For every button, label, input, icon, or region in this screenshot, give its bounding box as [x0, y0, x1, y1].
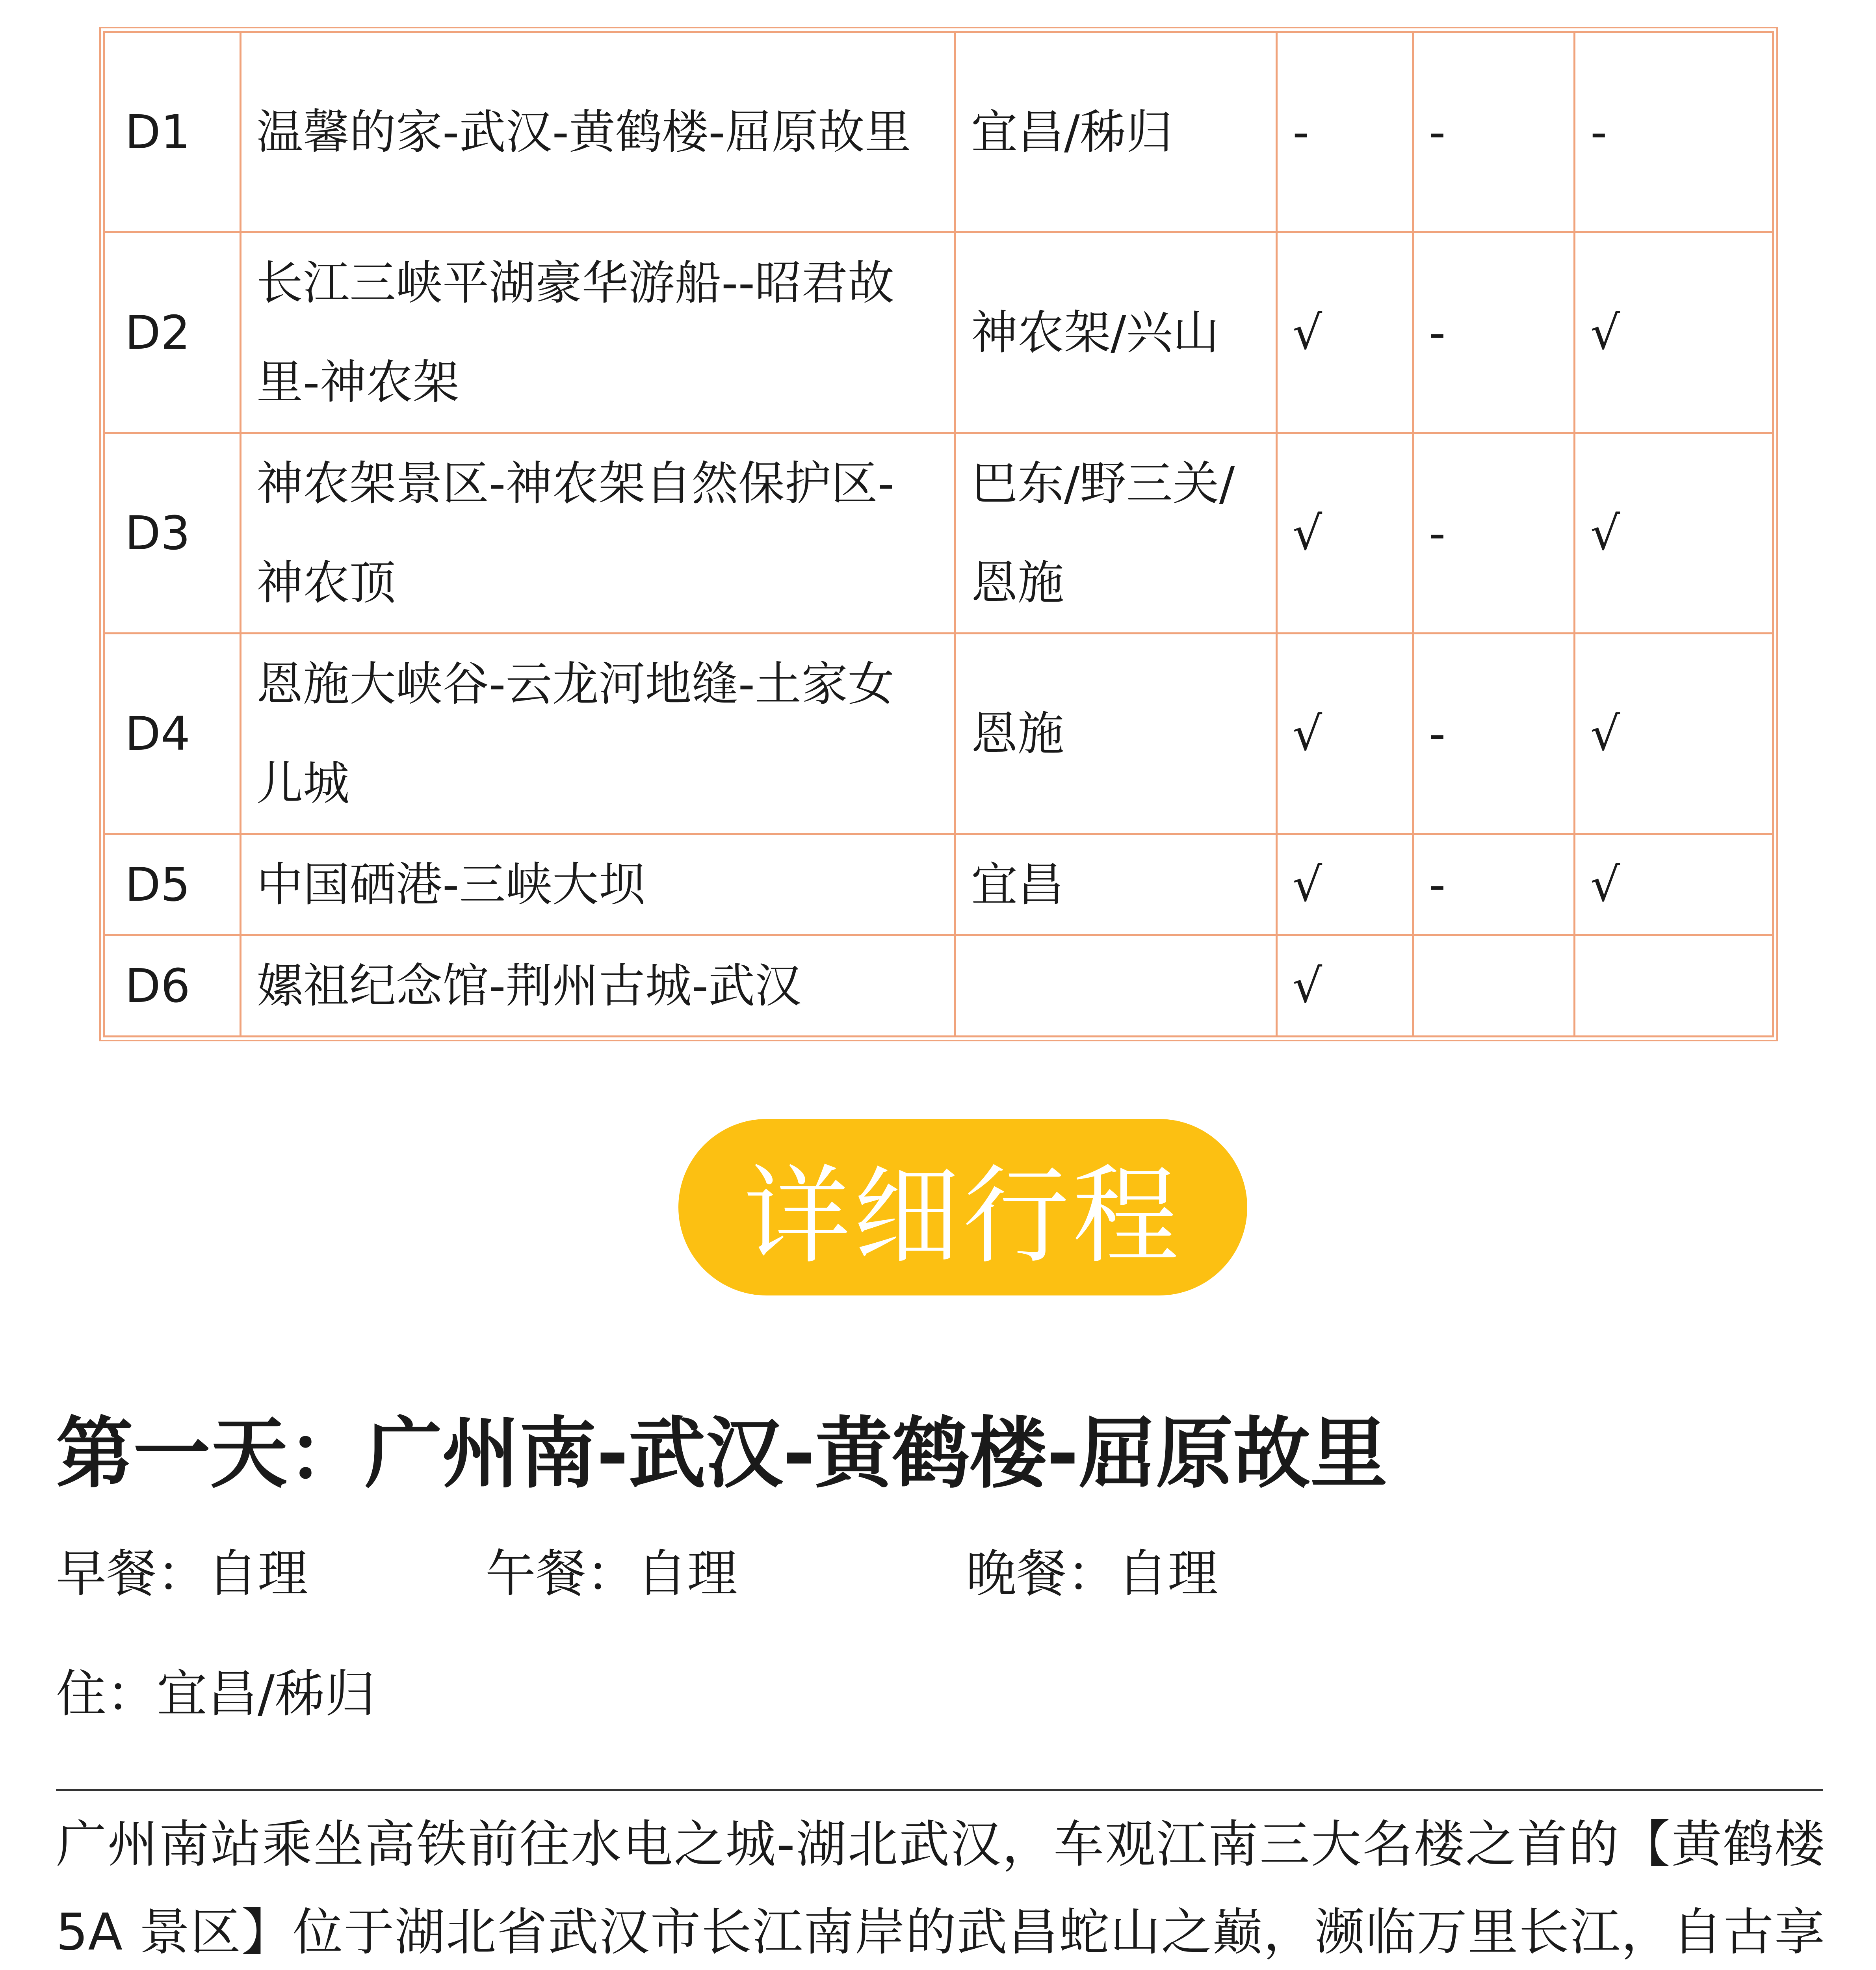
lunch-cell: - [1413, 232, 1575, 433]
breakfast-cell: √ [1277, 232, 1413, 433]
day-cell: D5 [104, 834, 241, 935]
breakfast-cell: √ [1277, 634, 1413, 834]
route-cell: 长江三峡平湖豪华游船--昭君故里-神农架 [241, 232, 955, 433]
route-cell: 神农架景区-神农架自然保护区-神农顶 [241, 433, 955, 634]
table-row [104, 433, 1773, 634]
route-cell: 嫘祖纪念馆-荆州古城-武汉 [241, 935, 955, 1037]
day-cell: D2 [104, 232, 241, 433]
lunch-cell: - [1413, 634, 1575, 834]
dinner-cell [1575, 935, 1773, 1037]
dinner-info: 晚餐：自理 [966, 1544, 1218, 1603]
route-cell: 恩施大峡谷-云龙河地缝-土家女儿城 [241, 634, 955, 834]
divider [56, 1789, 1823, 1791]
lunch-cell [1413, 935, 1575, 1037]
day-cell: D6 [104, 935, 241, 1037]
stay-cell: 宜昌 [955, 834, 1277, 935]
breakfast-cell: √ [1277, 433, 1413, 634]
dinner-cell: √ [1575, 634, 1773, 834]
lunch-cell: - [1413, 32, 1575, 232]
stay-cell: 恩施 [955, 634, 1277, 834]
route-cell: 中国硒港-三峡大坝 [241, 834, 955, 935]
table-row [104, 834, 1773, 935]
breakfast-cell: - [1277, 32, 1413, 232]
itinerary-table [103, 31, 1774, 1037]
day-cell: D1 [104, 32, 241, 232]
route-cell: 温馨的家-武汉-黄鹤楼-屈原故里 [241, 32, 955, 232]
lunch-info: 午餐：自理 [485, 1544, 738, 1603]
dinner-cell: √ [1575, 232, 1773, 433]
stay-cell: 巴东/野三关/恩施 [955, 433, 1277, 634]
table-row [104, 935, 1773, 1037]
dinner-cell: √ [1575, 834, 1773, 935]
lunch-cell: - [1413, 834, 1575, 935]
stay-cell: 宜昌/秭归 [955, 32, 1277, 232]
breakfast-info: 早餐：自理 [56, 1544, 308, 1603]
table-row [104, 232, 1773, 433]
lunch-cell: - [1413, 433, 1575, 634]
day-title: 第一天：广州南-武汉-黄鹤楼-屈原故里 [56, 1409, 1388, 1499]
breakfast-cell: √ [1277, 935, 1413, 1037]
day-cell: D3 [104, 433, 241, 634]
table-row [104, 634, 1773, 834]
accommodation-info: 住：宜昌/秭归 [56, 1665, 376, 1723]
section-title-badge [678, 1119, 1247, 1295]
stay-cell: 神农架/兴山 [955, 232, 1277, 433]
section-title: 详细行程 [744, 1154, 1182, 1278]
dinner-cell: - [1575, 32, 1773, 232]
breakfast-cell: √ [1277, 834, 1413, 935]
day-description: 广州南站乘坐高铁前往水电之城-湖北武汉，车观江南三大名楼之首的【黄鹤楼5A 景区】位于湖北省武汉市长江南岸的武昌蛇山之巅，濒临万里长江，自古享 [56, 1815, 1825, 1962]
table-row [104, 32, 1773, 232]
day-cell: D4 [104, 634, 241, 834]
dinner-cell: √ [1575, 433, 1773, 634]
stay-cell [955, 935, 1277, 1037]
